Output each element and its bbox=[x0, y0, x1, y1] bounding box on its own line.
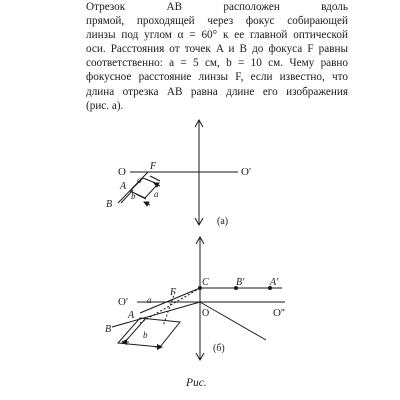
dim-arrow-b bbox=[144, 202, 150, 205]
label-F-a: F bbox=[150, 161, 157, 172]
label-dim-a-b: a bbox=[147, 295, 152, 305]
label-B-prime-b: B' bbox=[236, 277, 245, 288]
label-O-a: O bbox=[118, 166, 126, 178]
problem-line: оси. Расстояния от точек A и B до фокуса F равны bbox=[86, 43, 348, 56]
label-B-a: B bbox=[106, 199, 113, 210]
label-fig-b: (б) bbox=[213, 343, 225, 354]
label-dim-a-a: a bbox=[137, 175, 142, 185]
problem-line: длина отрезка AB равна длине его изображения bbox=[86, 85, 348, 98]
figure-b-labels bbox=[105, 277, 285, 354]
label-O-double-prime-b: O'' bbox=[273, 307, 285, 319]
problem-line: (рис. а). bbox=[86, 99, 124, 112]
figure-b bbox=[112, 237, 285, 360]
label-O-center-b: O bbox=[202, 308, 210, 319]
label-F-b: F bbox=[170, 287, 177, 298]
problem-line: прямой, проходящей через фокус собирающей bbox=[86, 15, 348, 28]
label-O-prime-a: O' bbox=[241, 166, 251, 178]
problem-line: Отрезок AB расположен вдоль bbox=[86, 1, 348, 13]
label-dim-b-b: b bbox=[143, 330, 148, 340]
problem-line: линзы под углом α = 60° к ее главной оптической bbox=[86, 29, 348, 42]
label-B-b: B bbox=[105, 324, 112, 335]
dim-tick-a bbox=[150, 176, 160, 181]
figure-a bbox=[118, 120, 238, 225]
label-fig-a: (a) bbox=[217, 216, 229, 227]
figure-caption: Рис. bbox=[186, 377, 207, 389]
dim-tick-b bbox=[136, 194, 146, 199]
label-C-b: C bbox=[202, 277, 209, 288]
figure-a-labels bbox=[106, 161, 251, 227]
label-A-b: A bbox=[128, 310, 135, 321]
label-O-prime-b: O' bbox=[118, 296, 128, 308]
problem-line: соответственно: a = 5 см, b = 10 см. Чему равно bbox=[86, 57, 348, 70]
ray-3-b bbox=[200, 302, 266, 340]
problem-line: фокусное расстояние линзы F, если известно, что bbox=[86, 71, 348, 84]
label-A-a: A bbox=[120, 181, 127, 192]
label-dim-b-a: b bbox=[131, 191, 136, 201]
label-dim-a2-a: a bbox=[154, 189, 159, 199]
label-A-prime-b: A' bbox=[270, 277, 279, 288]
